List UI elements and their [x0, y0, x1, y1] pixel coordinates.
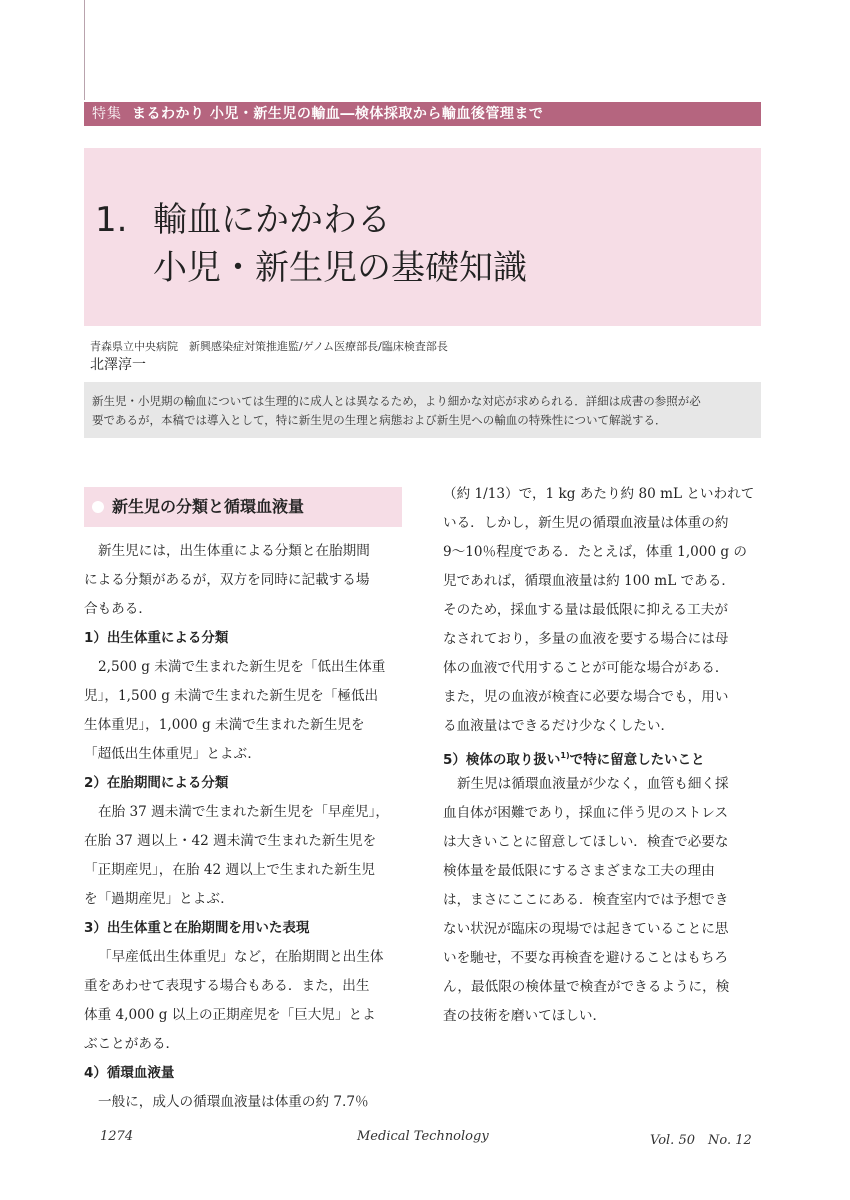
body-text-line — [443, 509, 765, 538]
section-heading — [84, 487, 402, 527]
body-text: 「正期産児」，在胎 42 週以上で生まれた新生児 — [84, 862, 376, 878]
body-text-line — [84, 566, 406, 595]
title-line-1: 輸血にかかわる — [153, 200, 391, 240]
body-text: （約 1/13）で，1 kg あたり約 80 mL といわれて — [443, 486, 755, 502]
subsection-heading-text: 2）在胎期間による分類 — [84, 775, 229, 791]
body-text: 査の技術を磨いてほしい． — [443, 1008, 607, 1024]
body-text-line — [443, 654, 765, 683]
section-heading-text: 新生児の分類と循環血液量 — [112, 497, 305, 516]
body-text: 生体重児」，1,000 g 未満で生まれた新生児を — [84, 717, 365, 733]
body-text: 在胎 37 週以上・42 週未満で生まれた新生児を — [84, 833, 377, 849]
body-text: 体重 4,000 g 以上の正期産児を「巨大児」とよ — [84, 1007, 376, 1023]
body-text-line — [84, 682, 406, 711]
body-text-line — [84, 595, 406, 624]
body-text: 在胎 37 週未満で生まれた新生児を「早産児」， — [98, 804, 390, 820]
body-text: 「早産低出生体重児」など，在胎期間と出生体 — [98, 949, 384, 965]
abstract — [84, 382, 761, 438]
page-number: 1274 — [100, 1129, 134, 1144]
body-text-line — [84, 740, 406, 769]
author-name: 北澤淳一 — [90, 357, 146, 373]
body-text-line — [84, 1030, 406, 1059]
series-title: まるわかり 小児・新生児の輸血―検体採取から輸血後管理まで — [132, 106, 544, 122]
body-text: 新生児には，出生体重による分類と在胎期間 — [98, 543, 370, 559]
body-text: 児」，1,500 g 未満で生まれた新生児を「極低出 — [84, 688, 379, 704]
body-text: ん，最低限の検体量で検査ができるように，検 — [443, 979, 730, 995]
body-text: ない状況が臨床の現場では起きていることに思 — [443, 921, 729, 937]
body-text: なされており，多量の血液を要する場合には母 — [443, 631, 729, 647]
body-text-line — [443, 799, 765, 828]
body-text-line — [443, 625, 765, 654]
body-text: 血自体が困難であり，採血に伴う児のストレス — [443, 805, 729, 821]
body-text: は，まさにここにある．検査室内では予想でき — [443, 892, 729, 908]
body-text: による分類があるが，双方を同時に記載する場 — [84, 572, 370, 588]
article-title — [95, 196, 527, 292]
body-text-line — [443, 683, 765, 712]
body-text: 9～10％程度である．たとえば，体重 1,000 g の — [443, 544, 748, 560]
subsection-heading-text: で特に留意したいこと — [569, 752, 705, 768]
body-text-line — [443, 480, 765, 509]
bullet-dot-icon — [92, 501, 104, 513]
subsection-heading — [84, 1059, 406, 1088]
series-banner — [84, 102, 761, 126]
body-text: いを馳せ，不要な再検査を避けることはもちろ — [443, 950, 729, 966]
body-text-line — [84, 943, 406, 972]
body-text-line — [443, 770, 765, 799]
body-text-line — [84, 537, 406, 566]
body-text: る血液量はできるだけ少なくしたい． — [443, 718, 675, 734]
body-text-line — [84, 885, 406, 914]
journal-name: Medical Technology — [357, 1129, 489, 1144]
body-text-line — [443, 973, 765, 1002]
author-affiliation: 青森県立中央病院 新興感染症対策推進監/ゲノム医療部長/臨床検査部長 — [90, 340, 448, 353]
body-text-line — [84, 827, 406, 856]
body-text: 体の血液で代用することが可能な場合がある． — [443, 660, 729, 676]
subsection-heading — [84, 769, 406, 798]
margin-rule — [84, 0, 85, 100]
body-text: 合もある． — [84, 601, 152, 617]
body-text-line — [84, 798, 406, 827]
body-text-line — [84, 653, 406, 682]
series-tag: 特集 — [92, 106, 122, 122]
left-column — [84, 537, 406, 1117]
body-text: は大きいことに留意してほしい．検査で必要な — [443, 834, 729, 850]
body-text: 一般に，成人の循環血液量は体重の約 7.7％ — [98, 1094, 369, 1110]
body-text-line — [443, 712, 765, 741]
abstract-line: 新生児・小児期の輸血については生理的に成人とは異なるため，より細かな対応が求められる．詳細は成書の参照が必 — [92, 394, 701, 408]
body-text: 検体量を最低限にするさまざまな工夫の理由 — [443, 863, 715, 879]
body-text-line — [443, 915, 765, 944]
body-text: ぶことがある． — [84, 1036, 180, 1052]
subsection-heading — [443, 741, 765, 770]
right-column — [443, 480, 765, 1031]
title-line-2: 小児・新生児の基礎知識 — [153, 248, 527, 288]
body-text-line — [84, 856, 406, 885]
subsection-heading-text: 3）出生体重と在胎期間を用いた表現 — [84, 920, 310, 936]
body-text: いる．しかし，新生児の循環血液量は体重の約 — [443, 515, 729, 531]
body-text-line — [443, 944, 765, 973]
body-text-line — [84, 972, 406, 1001]
subsection-heading-text: 4）循環血液量 — [84, 1065, 175, 1081]
body-text: 「超低出生体重児」とよぶ． — [84, 746, 261, 762]
body-text: 児であれば，循環血液量は約 100 mL である． — [443, 573, 735, 589]
body-text-line — [443, 828, 765, 857]
body-text: また，児の血液が検査に必要な場合でも，用い — [443, 689, 729, 705]
body-text-line — [84, 1001, 406, 1030]
subsection-heading-text: 1）出生体重による分類 — [84, 630, 229, 646]
body-text-line — [443, 857, 765, 886]
body-text: 2,500 g 未満で生まれた新生児を「低出生体重 — [98, 659, 386, 675]
volume-issue: Vol. 50 No. 12 — [650, 1133, 752, 1148]
body-text-line — [443, 1002, 765, 1031]
body-text-line — [443, 538, 765, 567]
subsection-heading-text: 5）検体の取り扱い — [443, 752, 561, 768]
body-text-line — [84, 1088, 406, 1117]
body-text-line — [443, 567, 765, 596]
body-text: 新生児は循環血液量が少なく，血管も細く採 — [457, 776, 729, 792]
body-text: 重をあわせて表現する場合もある．また，出生 — [84, 978, 370, 994]
body-text-line — [443, 596, 765, 625]
subsection-heading — [84, 624, 406, 653]
body-text: を「過期産児」とよぶ． — [84, 891, 234, 907]
body-text-line — [84, 711, 406, 740]
body-text: そのため，採血する量は最低限に抑える工夫が — [443, 602, 728, 618]
reference-superscript: 1) — [560, 751, 570, 760]
article-number: 1. — [95, 200, 128, 240]
body-text-line — [443, 886, 765, 915]
subsection-heading — [84, 914, 406, 943]
abstract-line: 要であるが，本稿では導入として，特に新生児の生理と病態および新生児への輸血の特殊性について解説する． — [92, 413, 667, 427]
